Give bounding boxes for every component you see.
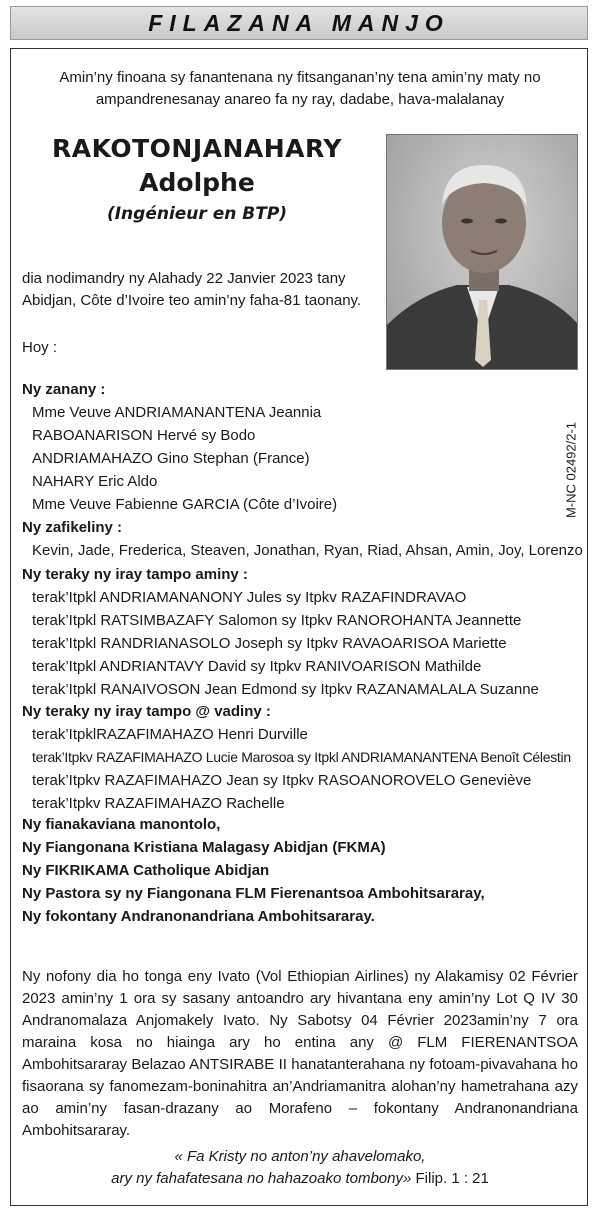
death-notice: dia nodimandry ny Alahady 22 Janvier 2023 tany Abidjan, Côte d’Ivoire teo amin’ny faha-81 taonany. (22, 270, 362, 309)
deceased-firstname: Adolphe (139, 168, 255, 197)
header-banner (10, 6, 588, 40)
deceased-name-block (22, 132, 372, 228)
list-item: NAHARY Eric Aldo (32, 473, 158, 490)
list-item: Kevin, Jade, Frederica, Steaven, Jonathan, Ryan, Riad, Ahsan, Amin, Joy, Lorenzo (32, 542, 583, 559)
siblings-father-section (22, 563, 539, 701)
list-item: terak’ItpklRAZAFIMAHAZO Henri Durville (32, 726, 308, 743)
hoy-label: Hoy : (22, 339, 58, 356)
portrait-photo (386, 134, 578, 370)
thanks-line: Ny fianakaviana manontolo, (22, 816, 221, 833)
header-title: FILAZANA MANJO (148, 9, 450, 36)
intro-text: Amin’ny finoana sy fanantenana ny fitsanganan’ny tena amin’ny maty no ampandrenesanay anareo fa ny ray, dadabe, hava-malalanay (59, 69, 541, 108)
bible-quote (22, 1146, 578, 1190)
thanks-line: Ny Fiangonana Kristiana Malagasy Abidjan (FKMA) (22, 839, 386, 856)
list-item: terak’Itpkl RANDRIANASOLO Joseph sy Itpkv RAVAOARISOA Mariette (32, 635, 507, 652)
funeral-details: Ny nofony dia ho tonga eny Ivato (Vol Ethiopian Airlines) ny Alakamisy 02 Février 2023 amin’ny 1 ora sy sasany antoandro ary hivantana eny amin’ny Lot Q IV 30 Andranomalaza Anjomakely Ivato. Ny Sabotsy 04 Février 2023amin’ny 7 ora maraina kosa no hiainga ary ho entina any @ FLM FIERENANTSOA Ambohitsararay Belazao ANTSIRABE II hanatanterahana ny fotoam-pivavahana ho fisaorana sy fanomezam-boninahitra an’Andriamanitra alohan’ny hametrahana azy ao amin’ny fasan-drazany ao Morafeno – fokontany Andranonandriana Ambohitsararay. (22, 968, 578, 1139)
list-item: Mme Veuve ANDRIAMANANTENA Jeannia (32, 404, 322, 421)
children-section (22, 378, 337, 516)
quote-line-1: « Fa Kristy no anton’ny ahavelomako, (174, 1148, 426, 1165)
thanks-section (22, 813, 485, 928)
reference-code: M-NC 02492/2-1 (563, 421, 579, 519)
thanks-line: Ny FIKRIKAMA Catholique Abidjan (22, 862, 270, 879)
deceased-profession: (Ingénieur en BTP) (106, 204, 288, 224)
siblings-father-title: Ny teraky ny iray tampo aminy : (22, 566, 248, 583)
thanks-line: Ny Pastora sy ny Fiangonana FLM Fierenantsoa Ambohitsararay, (22, 885, 485, 902)
quote-line-2: ary ny fahafatesana no hahazoako tombony» (111, 1170, 412, 1187)
list-item: terak’Itpkl ANDRIANTAVY David sy Itpkv RANIVOARISON Mathilde (32, 658, 482, 675)
list-item: ANDRIAMAHAZO Gino Stephan (France) (32, 450, 310, 467)
list-item: Mme Veuve Fabienne GARCIA (Côte d’Ivoire) (32, 496, 338, 513)
list-item: terak’Itpkv RAZAFIMAHAZO Lucie Marosoa sy Itpkl ANDRIAMANANTENA Benoît Célestin (32, 749, 571, 765)
list-item: terak’Itpkl RATSIMBAZAFY Salomon sy Itpkv RANOROHANTA Jeannette (32, 612, 522, 629)
list-item: terak’Itpkl ANDRIAMANANONY Jules sy Itpkv RAZAFINDRAVAO (32, 589, 467, 606)
list-item: RABOANARISON Hervé sy Bodo (32, 427, 256, 444)
list-item: terak’Itpkl RANAIVOSON Jean Edmond sy Itpkv RAZANAMALALA Suzanne (32, 681, 539, 698)
portrait-illustration (387, 135, 578, 370)
quote-reference: Filip. 1 : 21 (411, 1170, 489, 1187)
deceased-surname: RAKOTONJANAHARY (51, 134, 342, 163)
thanks-line: Ny fokontany Andranonandriana Ambohitsararay. (22, 908, 375, 925)
list-item: terak’Itpkv RAZAFIMAHAZO Jean sy Itpkv RASOANOROVELO Geneviève (32, 772, 532, 789)
grandchildren-section (22, 516, 583, 562)
list-item: terak’Itpkv RAZAFIMAHAZO Rachelle (32, 795, 285, 812)
siblings-mother-section (22, 700, 571, 815)
grandchildren-title: Ny zafikeliny : (22, 519, 123, 536)
children-title: Ny zanany : (22, 381, 106, 398)
siblings-mother-title: Ny teraky ny iray tampo @ vadiny : (22, 703, 271, 720)
